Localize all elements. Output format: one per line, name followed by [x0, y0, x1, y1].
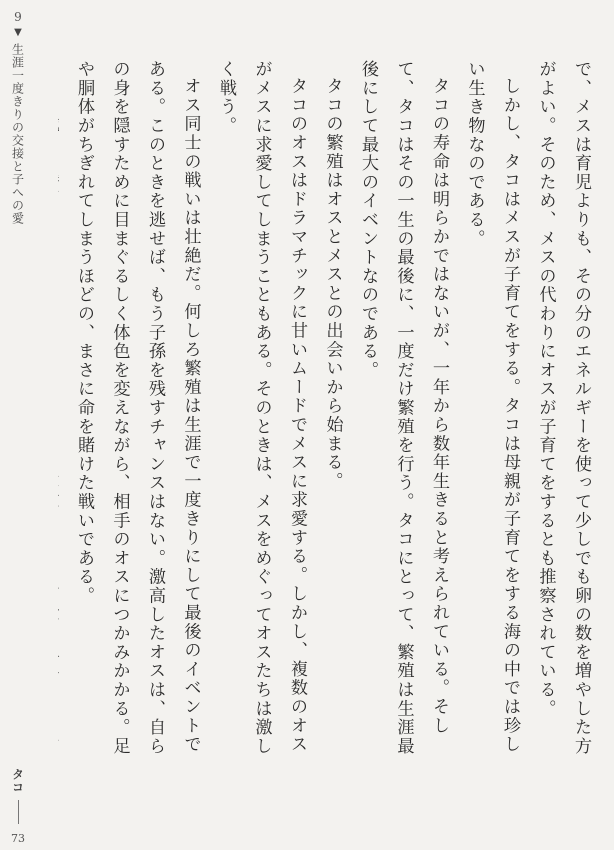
- paragraph: しかし、タコはメスが子育てをする。タコは母親が子育てをする海の中では珍しい生き物なのである。: [464, 60, 520, 754]
- section-name: タコ: [10, 768, 25, 794]
- main-text: [58, 60, 598, 760]
- paragraph: [58, 60, 66, 760]
- paragraph: タコの繁殖はオスとメスとの出会いから始まる。: [322, 77, 343, 491]
- running-header: [0, 10, 36, 225]
- triangle-marker-icon: ▼: [14, 27, 22, 38]
- paragraph: タコの寿命は明らかではないが、一年から数年生きると考えられている。そして、タコはその一生の最後に、一度だけ繁殖を行う。タコにとって、繁殖は生涯最後にして最大のイベントなのである。: [358, 60, 449, 756]
- page-footer: [0, 768, 36, 845]
- paragraph: オス同士の戦いは壮絶だ。何しろ繁殖は生涯で一度きりにして最後のイベントである。このときを逃せば、もう子孫を残すチャンスはない。激高したオスは、自らの身を隠すために目まぐるしく体色を変えながら、相手のオスにつかみかかる。足や胴体がちぎれてしまうほどの、まさに命を賭けた戦いである。: [74, 60, 201, 756]
- chapter-title: 生涯一度きりの交接と子への愛: [10, 43, 25, 225]
- page-number: 73: [11, 832, 25, 845]
- footer-rule: [18, 800, 19, 824]
- chapter-number: 9: [14, 10, 22, 24]
- paragraph: で、メスは育児よりも、その分のエネルギーを使って少しでも卵の数を増やした方がよい。そのため、メスの代わりにオスが子育てをするとも推察されている。: [535, 60, 591, 756]
- paragraph: タコのオスはドラマチックに甘いムードでメスに求愛する。しかし、複数のオスがメスに求愛してしまうこともある。そのときは、メスをめぐってオスたちは激しく戦う。: [216, 60, 307, 756]
